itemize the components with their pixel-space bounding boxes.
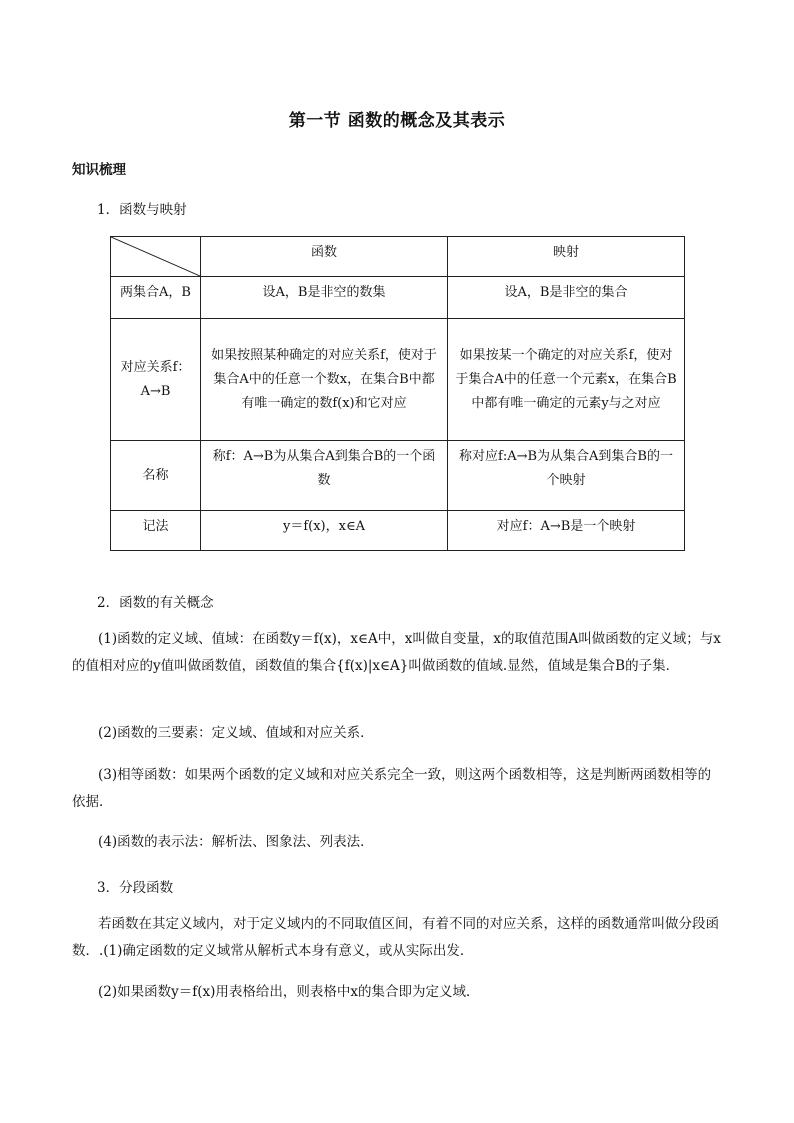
item-heading-3: 3．分段函数 bbox=[97, 880, 174, 896]
table-header-row bbox=[111, 237, 685, 277]
diagonal-corner-cell bbox=[111, 237, 201, 277]
cell-mapping: 称对应f:A→B为从集合A到集合B的一个映射 bbox=[448, 441, 685, 511]
comparison-table bbox=[110, 236, 685, 551]
row-label: 两集合A，B bbox=[111, 277, 201, 319]
cell-mapping: 如果按某一个确定的对应关系f，使对于集合A中的任意一个元素x，在集合B中都有唯一确定的元素y与之对应 bbox=[448, 319, 685, 441]
paragraph-three-elements: (2)函数的三要素：定义域、值域和对应关系． bbox=[98, 725, 374, 741]
row-label: 名称 bbox=[111, 441, 201, 511]
cell-function: 称f：A→B为从集合A到集合B的一个函数 bbox=[201, 441, 448, 511]
cell-mapping: 对应f：A→B是一个映射 bbox=[448, 511, 685, 551]
table-row bbox=[111, 277, 685, 319]
table-row bbox=[111, 511, 685, 551]
item-heading-1: 1．函数与映射 bbox=[97, 202, 187, 218]
header-mapping: 映射 bbox=[448, 237, 685, 277]
header-function: 函数 bbox=[201, 237, 448, 277]
cell-function: 如果按照某种确定的对应关系f，使对于集合A中的任意一个数x，在集合B中都有唯一确定的数f(x)和它对应 bbox=[201, 319, 448, 441]
paragraph-domain-range: (1)函数的定义域、值域：在函数y＝f(x)，x∈A中，x叫做自变量，x的取值范围A叫做函数的定义域；与x的值相对应的y值叫做函数值，函数值的集合{f(x)|x∈A}叫做函数的值域.显然，值域是集合B的子集． bbox=[72, 631, 721, 674]
paragraph-representation: (4)函数的表示法：解析法、图象法、列表法． bbox=[98, 834, 374, 850]
cell-function: 设A，B是非空的数集 bbox=[201, 277, 448, 319]
cell-function: y＝f(x)，x∈A bbox=[201, 511, 448, 551]
table-row bbox=[111, 319, 685, 441]
row-label: 对应关系f：A→B bbox=[111, 319, 201, 441]
paragraph-table-domain: (2)如果函数y＝f(x)用表格给出，则表格中x的集合即为定义域． bbox=[98, 984, 480, 1000]
item-heading-2: 2．函数的有关概念 bbox=[97, 595, 214, 611]
paragraph-piecewise: 若函数在其定义域内，对于定义域内的不同取值区间，有着不同的对应关系，这样的函数通常叫做分段函数．.(1)确定函数的定义域常从解析式本身有意义，或从实际出发． bbox=[72, 916, 719, 959]
table-row bbox=[111, 441, 685, 511]
row-label: 记法 bbox=[111, 511, 201, 551]
paragraph-equal-functions: (3)相等函数：如果两个函数的定义域和对应关系完全一致，则这两个函数相等，这是判断两函数相等的依据． bbox=[72, 767, 712, 810]
section-heading: 知识梳理 bbox=[72, 162, 126, 178]
diagonal-line bbox=[111, 237, 200, 276]
page-title: 第一节 函数的概念及其表示 bbox=[288, 111, 506, 131]
cell-mapping: 设A，B是非空的集合 bbox=[448, 277, 685, 319]
